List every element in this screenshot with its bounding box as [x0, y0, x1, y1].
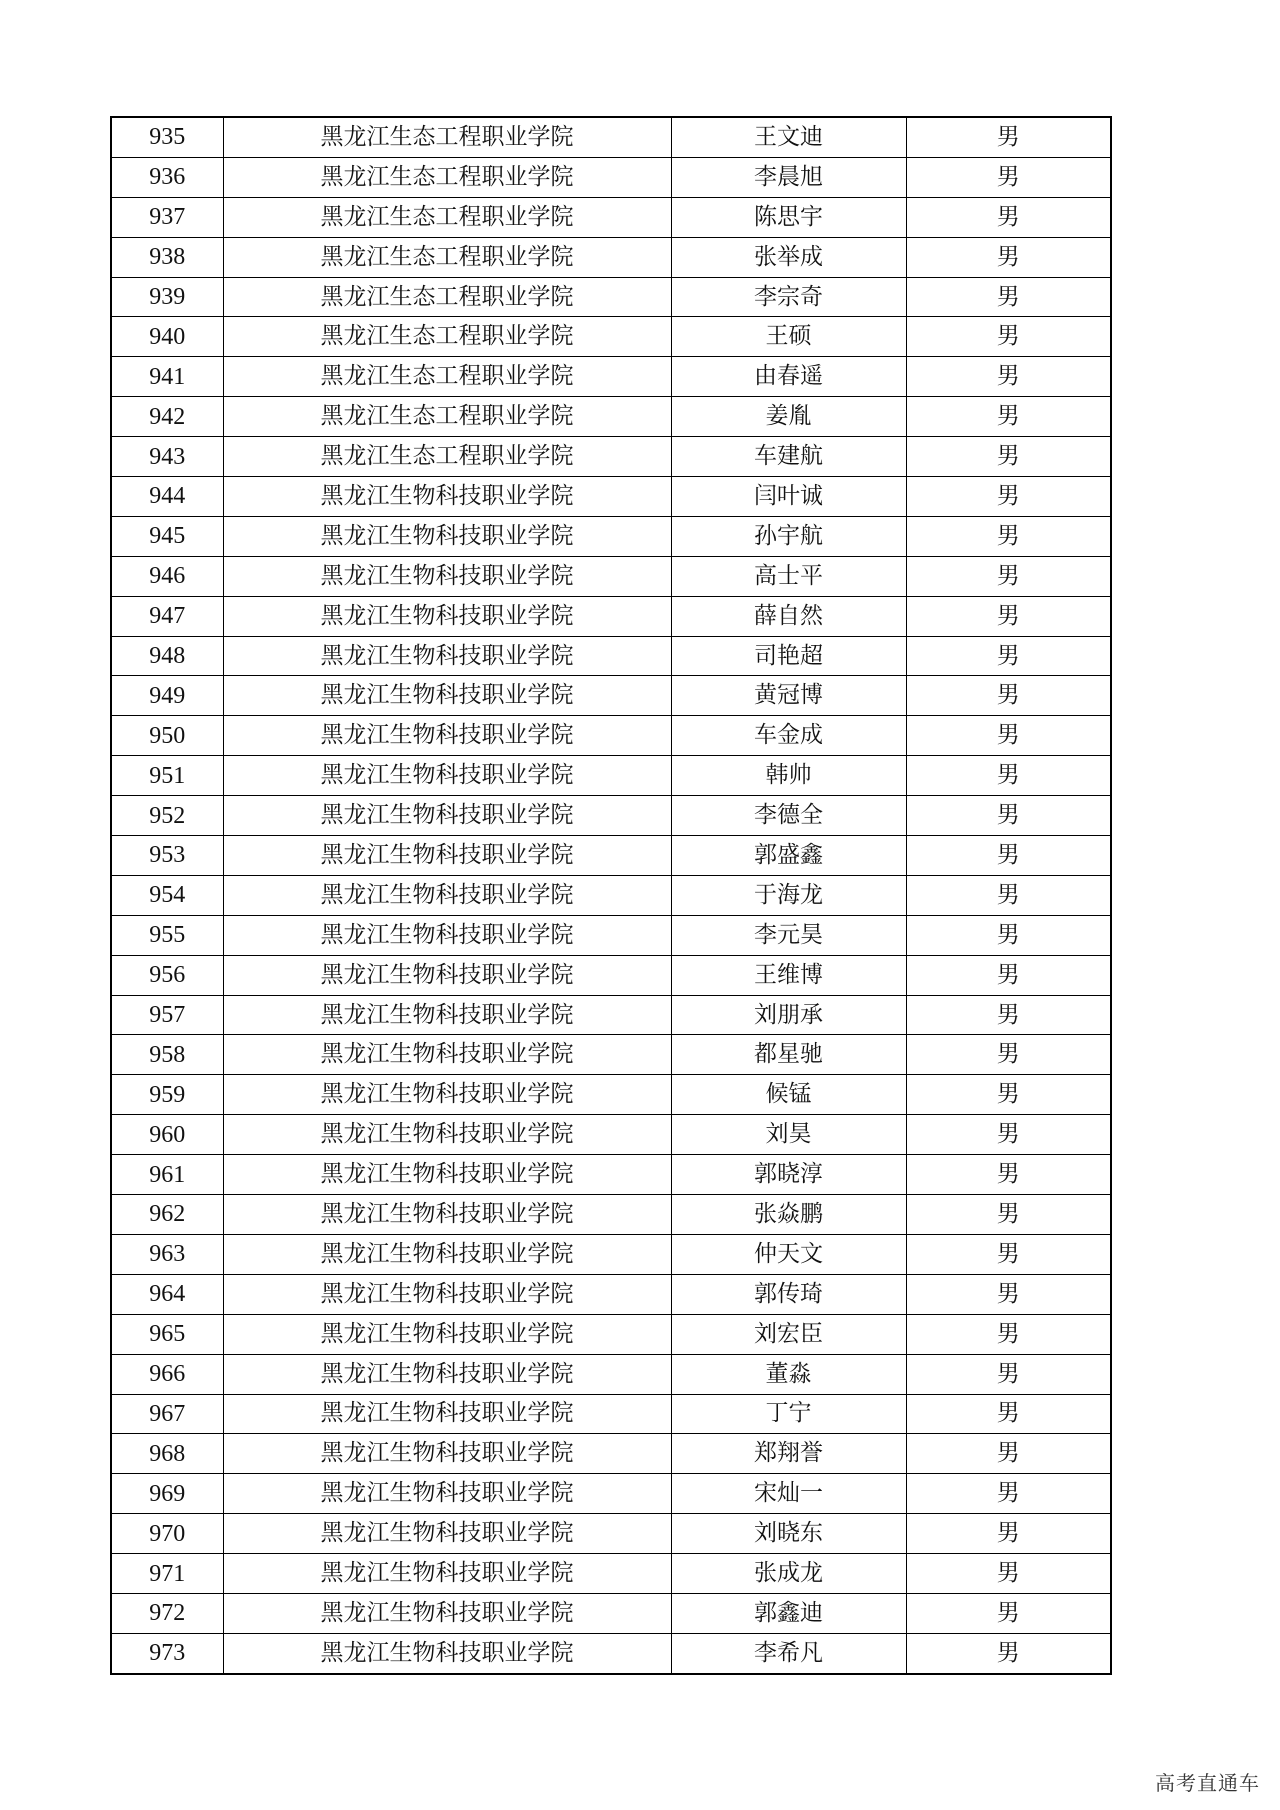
name-cell: 张成龙	[671, 1554, 906, 1594]
name-cell: 李晨旭	[671, 157, 906, 197]
table-row	[111, 516, 1111, 556]
row-number-cell: 952	[111, 796, 223, 836]
row-number-cell: 964	[111, 1274, 223, 1314]
gender-cell: 男	[906, 1195, 1111, 1235]
name-cell: 孙宇航	[671, 516, 906, 556]
table-row	[111, 1035, 1111, 1075]
school-cell: 黑龙江生物科技职业学院	[223, 676, 671, 716]
row-number-cell: 948	[111, 636, 223, 676]
table-row	[111, 397, 1111, 437]
gender-cell: 男	[906, 1474, 1111, 1514]
table-row	[111, 357, 1111, 397]
gender-cell: 男	[906, 955, 1111, 995]
row-number-cell: 968	[111, 1434, 223, 1474]
roster-body	[111, 117, 1111, 1674]
name-cell: 由春遥	[671, 357, 906, 397]
school-cell: 黑龙江生物科技职业学院	[223, 955, 671, 995]
school-cell: 黑龙江生物科技职业学院	[223, 636, 671, 676]
table-row	[111, 1314, 1111, 1354]
gender-cell: 男	[906, 277, 1111, 317]
row-number-cell: 944	[111, 477, 223, 517]
row-number-cell: 959	[111, 1075, 223, 1115]
name-cell: 董淼	[671, 1354, 906, 1394]
gender-cell: 男	[906, 676, 1111, 716]
table-row	[111, 157, 1111, 197]
school-cell: 黑龙江生态工程职业学院	[223, 437, 671, 477]
name-cell: 黄冠博	[671, 676, 906, 716]
gender-cell: 男	[906, 556, 1111, 596]
table-row	[111, 1593, 1111, 1633]
name-cell: 王维博	[671, 955, 906, 995]
school-cell: 黑龙江生物科技职业学院	[223, 1354, 671, 1394]
gender-cell: 男	[906, 1075, 1111, 1115]
school-cell: 黑龙江生物科技职业学院	[223, 1195, 671, 1235]
row-number-cell: 946	[111, 556, 223, 596]
name-cell: 司艳超	[671, 636, 906, 676]
table-row	[111, 1274, 1111, 1314]
table-row	[111, 1474, 1111, 1514]
name-cell: 丁宁	[671, 1394, 906, 1434]
school-cell: 黑龙江生态工程职业学院	[223, 357, 671, 397]
gender-cell: 男	[906, 1354, 1111, 1394]
school-cell: 黑龙江生物科技职业学院	[223, 915, 671, 955]
gender-cell: 男	[906, 796, 1111, 836]
row-number-cell: 950	[111, 716, 223, 756]
gender-cell: 男	[906, 915, 1111, 955]
gender-cell: 男	[906, 636, 1111, 676]
name-cell: 李德全	[671, 796, 906, 836]
table-row	[111, 836, 1111, 876]
row-number-cell: 939	[111, 277, 223, 317]
name-cell: 韩帅	[671, 756, 906, 796]
row-number-cell: 966	[111, 1354, 223, 1394]
table-row	[111, 1354, 1111, 1394]
school-cell: 黑龙江生物科技职业学院	[223, 1434, 671, 1474]
gender-cell: 男	[906, 836, 1111, 876]
school-cell: 黑龙江生态工程职业学院	[223, 117, 671, 157]
name-cell: 王硕	[671, 317, 906, 357]
gender-cell: 男	[906, 157, 1111, 197]
table-row	[111, 915, 1111, 955]
row-number-cell: 951	[111, 756, 223, 796]
name-cell: 郭鑫迪	[671, 1593, 906, 1633]
table-row	[111, 1434, 1111, 1474]
name-cell: 李宗奇	[671, 277, 906, 317]
school-cell: 黑龙江生态工程职业学院	[223, 197, 671, 237]
school-cell: 黑龙江生物科技职业学院	[223, 1514, 671, 1554]
row-number-cell: 962	[111, 1195, 223, 1235]
school-cell: 黑龙江生物科技职业学院	[223, 716, 671, 756]
gender-cell: 男	[906, 1514, 1111, 1554]
school-cell: 黑龙江生物科技职业学院	[223, 995, 671, 1035]
gender-cell: 男	[906, 117, 1111, 157]
gender-cell: 男	[906, 1155, 1111, 1195]
row-number-cell: 970	[111, 1514, 223, 1554]
table-row	[111, 277, 1111, 317]
gender-cell: 男	[906, 437, 1111, 477]
row-number-cell: 954	[111, 875, 223, 915]
row-number-cell: 953	[111, 836, 223, 876]
name-cell: 闫叶诚	[671, 477, 906, 517]
name-cell: 李希凡	[671, 1633, 906, 1673]
gender-cell: 男	[906, 596, 1111, 636]
gender-cell: 男	[906, 1035, 1111, 1075]
school-cell: 黑龙江生物科技职业学院	[223, 1115, 671, 1155]
table-row	[111, 636, 1111, 676]
row-number-cell: 958	[111, 1035, 223, 1075]
name-cell: 于海龙	[671, 875, 906, 915]
table-row	[111, 237, 1111, 277]
gender-cell: 男	[906, 1274, 1111, 1314]
gender-cell: 男	[906, 1593, 1111, 1633]
table-row	[111, 716, 1111, 756]
school-cell: 黑龙江生物科技职业学院	[223, 1554, 671, 1594]
school-cell: 黑龙江生态工程职业学院	[223, 157, 671, 197]
gender-cell: 男	[906, 197, 1111, 237]
gender-cell: 男	[906, 1234, 1111, 1274]
name-cell: 张焱鹏	[671, 1195, 906, 1235]
row-number-cell: 938	[111, 237, 223, 277]
school-cell: 黑龙江生物科技职业学院	[223, 596, 671, 636]
table-row	[111, 1075, 1111, 1115]
table-row	[111, 1554, 1111, 1594]
school-cell: 黑龙江生物科技职业学院	[223, 1274, 671, 1314]
gender-cell: 男	[906, 397, 1111, 437]
row-number-cell: 961	[111, 1155, 223, 1195]
school-cell: 黑龙江生态工程职业学院	[223, 317, 671, 357]
name-cell: 郭晓淳	[671, 1155, 906, 1195]
school-cell: 黑龙江生态工程职业学院	[223, 277, 671, 317]
gender-cell: 男	[906, 716, 1111, 756]
row-number-cell: 947	[111, 596, 223, 636]
name-cell: 刘宏臣	[671, 1314, 906, 1354]
school-cell: 黑龙江生态工程职业学院	[223, 237, 671, 277]
row-number-cell: 969	[111, 1474, 223, 1514]
school-cell: 黑龙江生物科技职业学院	[223, 1155, 671, 1195]
gender-cell: 男	[906, 1633, 1111, 1673]
row-number-cell: 965	[111, 1314, 223, 1354]
name-cell: 王文迪	[671, 117, 906, 157]
row-number-cell: 973	[111, 1633, 223, 1673]
gender-cell: 男	[906, 1314, 1111, 1354]
table-row	[111, 1155, 1111, 1195]
gender-cell: 男	[906, 995, 1111, 1035]
school-cell: 黑龙江生物科技职业学院	[223, 1394, 671, 1434]
school-cell: 黑龙江生物科技职业学院	[223, 556, 671, 596]
table-row	[111, 317, 1111, 357]
name-cell: 郑翔誉	[671, 1434, 906, 1474]
name-cell: 郭传琦	[671, 1274, 906, 1314]
table-row	[111, 1234, 1111, 1274]
name-cell: 车金成	[671, 716, 906, 756]
school-cell: 黑龙江生物科技职业学院	[223, 516, 671, 556]
table-row	[111, 1195, 1111, 1235]
gender-cell: 男	[906, 1434, 1111, 1474]
row-number-cell: 935	[111, 117, 223, 157]
name-cell: 车建航	[671, 437, 906, 477]
row-number-cell: 960	[111, 1115, 223, 1155]
table-row	[111, 796, 1111, 836]
gender-cell: 男	[906, 317, 1111, 357]
gender-cell: 男	[906, 875, 1111, 915]
row-number-cell: 972	[111, 1593, 223, 1633]
name-cell: 宋灿一	[671, 1474, 906, 1514]
name-cell: 候锰	[671, 1075, 906, 1115]
row-number-cell: 936	[111, 157, 223, 197]
table-row	[111, 596, 1111, 636]
name-cell: 仲天文	[671, 1234, 906, 1274]
row-number-cell: 955	[111, 915, 223, 955]
school-cell: 黑龙江生物科技职业学院	[223, 1593, 671, 1633]
table-row	[111, 117, 1111, 157]
gender-cell: 男	[906, 1115, 1111, 1155]
row-number-cell: 940	[111, 317, 223, 357]
row-number-cell: 963	[111, 1234, 223, 1274]
gender-cell: 男	[906, 1554, 1111, 1594]
name-cell: 张举成	[671, 237, 906, 277]
name-cell: 刘晓东	[671, 1514, 906, 1554]
table-row	[111, 1394, 1111, 1434]
table-row	[111, 477, 1111, 517]
gender-cell: 男	[906, 477, 1111, 517]
name-cell: 刘昊	[671, 1115, 906, 1155]
name-cell: 刘朋承	[671, 995, 906, 1035]
table-row	[111, 437, 1111, 477]
roster-table	[110, 116, 1112, 1675]
row-number-cell: 967	[111, 1394, 223, 1434]
name-cell: 李元昊	[671, 915, 906, 955]
row-number-cell: 942	[111, 397, 223, 437]
row-number-cell: 956	[111, 955, 223, 995]
school-cell: 黑龙江生物科技职业学院	[223, 1474, 671, 1514]
row-number-cell: 945	[111, 516, 223, 556]
gender-cell: 男	[906, 516, 1111, 556]
row-number-cell: 937	[111, 197, 223, 237]
name-cell: 高士平	[671, 556, 906, 596]
name-cell: 陈思宇	[671, 197, 906, 237]
school-cell: 黑龙江生物科技职业学院	[223, 756, 671, 796]
table-row	[111, 676, 1111, 716]
table-row	[111, 995, 1111, 1035]
name-cell: 薛自然	[671, 596, 906, 636]
row-number-cell: 957	[111, 995, 223, 1035]
school-cell: 黑龙江生态工程职业学院	[223, 397, 671, 437]
school-cell: 黑龙江生物科技职业学院	[223, 1314, 671, 1354]
school-cell: 黑龙江生物科技职业学院	[223, 836, 671, 876]
table-row	[111, 1514, 1111, 1554]
gender-cell: 男	[906, 357, 1111, 397]
school-cell: 黑龙江生物科技职业学院	[223, 1234, 671, 1274]
gender-cell: 男	[906, 756, 1111, 796]
table-row	[111, 1633, 1111, 1673]
table-row	[111, 955, 1111, 995]
name-cell: 姜胤	[671, 397, 906, 437]
row-number-cell: 943	[111, 437, 223, 477]
table-row	[111, 1115, 1111, 1155]
gender-cell: 男	[906, 237, 1111, 277]
table-row	[111, 197, 1111, 237]
school-cell: 黑龙江生物科技职业学院	[223, 477, 671, 517]
table-row	[111, 556, 1111, 596]
name-cell: 郭盛鑫	[671, 836, 906, 876]
row-number-cell: 941	[111, 357, 223, 397]
school-cell: 黑龙江生物科技职业学院	[223, 875, 671, 915]
school-cell: 黑龙江生物科技职业学院	[223, 1075, 671, 1115]
row-number-cell: 971	[111, 1554, 223, 1594]
watermark-text: 高考直通车	[1155, 1771, 1260, 1795]
school-cell: 黑龙江生物科技职业学院	[223, 1633, 671, 1673]
school-cell: 黑龙江生物科技职业学院	[223, 796, 671, 836]
school-cell: 黑龙江生物科技职业学院	[223, 1035, 671, 1075]
row-number-cell: 949	[111, 676, 223, 716]
gender-cell: 男	[906, 1394, 1111, 1434]
table-row	[111, 756, 1111, 796]
table-row	[111, 875, 1111, 915]
name-cell: 都星驰	[671, 1035, 906, 1075]
